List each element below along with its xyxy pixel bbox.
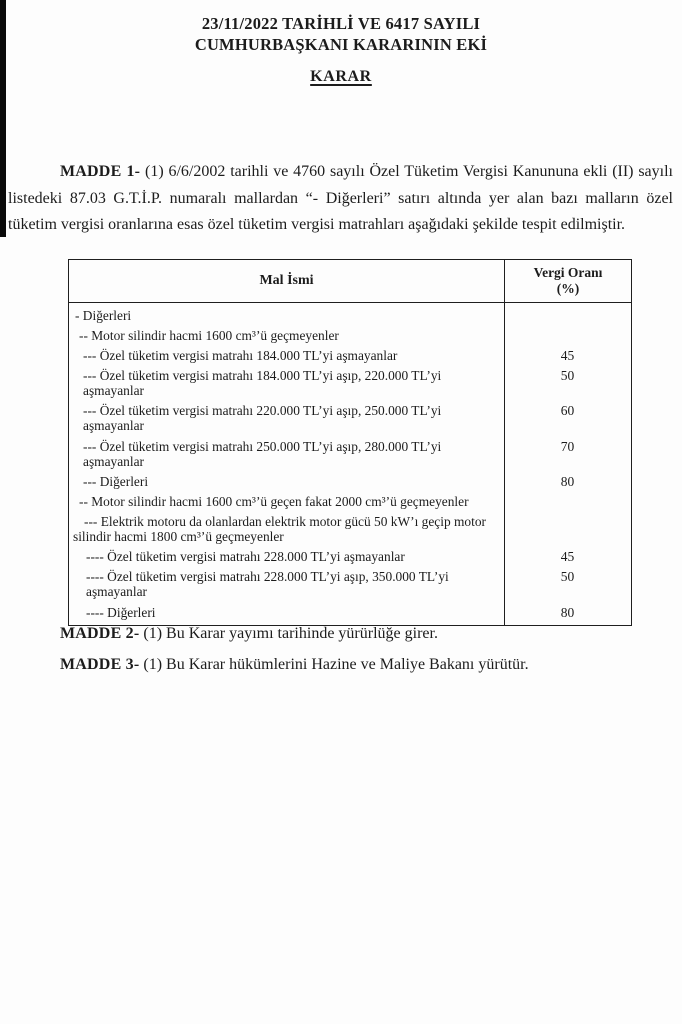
table-row — [69, 366, 631, 401]
table-row — [69, 325, 631, 345]
row-mal-ismi: ---- Özel tüketim vergisi matrahı 228.000 TL’yi aşmayanlar — [86, 549, 405, 565]
article-2-text: (1) Bu Karar yayımı tarihinde yürürlüğe girer. — [139, 625, 438, 642]
table-row — [69, 345, 631, 365]
column-header-vergi-orani: Vergi Oranı (%) — [504, 260, 631, 302]
table-row — [69, 436, 631, 471]
row-mal-ismi: --- Özel tüketim vergisi matrahı 184.000 TL’yi aşmayanlar — [83, 347, 398, 363]
article-1-label: MADDE 1- — [60, 163, 141, 180]
table-row — [69, 567, 631, 602]
table-row — [69, 471, 631, 491]
table-row — [69, 602, 631, 622]
row-mal-ismi: --- Özel tüketim vergisi matrahı 250.000 TL’yi aşıp, 280.000 TL’yi aşmayanlar — [83, 438, 442, 469]
article-1-text: (1) 6/6/2002 tarihli ve 4760 sayılı Özel Tüketim Vergisi Kanununa ekli (II) sayılı listedeki 87.03 G.T.İ.P. numaralı mallardan “- Diğerleri” satırı altında yer alan bazı malların özel tüketim vergisi oranlarına esas özel tüketim vergisi matrahları aşağıdaki şekilde tespit edilmiştir. — [8, 163, 673, 233]
table-row — [69, 491, 631, 511]
article-3-label: MADDE 3- — [60, 656, 140, 673]
article-3 — [8, 654, 673, 676]
row-vergi-orani: 50 — [560, 368, 575, 384]
row-vergi-orani — [504, 512, 631, 547]
row-vergi-orani — [504, 325, 631, 345]
table-row — [69, 305, 631, 325]
row-mal-ismi: ---- Özel tüketim vergisi matrahı 228.000 TL’yi aşıp, 350.000 TL’yi aşmayanlar — [86, 569, 449, 600]
tax-rate-table — [68, 259, 632, 626]
row-mal-ismi: -- Motor silindir hacmi 1600 cm³’ü geçmeyenler — [79, 327, 339, 343]
document-title-line1: 23/11/2022 TARİHLİ VE 6417 SAYILI — [201, 14, 481, 33]
row-mal-ismi: --- Elektrik motoru da olanlardan elektrik motor gücü 50 kW’ı geçip motor silindir hacmi 1800 cm³’ü geçmeyenler — [73, 514, 486, 545]
row-mal-ismi: --- Özel tüketim vergisi matrahı 220.000 TL’yi aşıp, 250.000 TL’yi aşmayanlar — [83, 403, 442, 434]
article-1 — [8, 159, 673, 239]
row-mal-ismi: --- Diğerleri — [83, 473, 149, 489]
column-header-mal-ismi: Mal İsmi — [259, 273, 314, 288]
article-2 — [8, 623, 673, 645]
column-divider — [504, 303, 505, 625]
article-3-text: (1) Bu Karar hükümlerini Hazine ve Maliye Bakanı yürütür. — [139, 656, 529, 673]
row-vergi-orani: 45 — [560, 549, 575, 565]
row-mal-ismi: - Diğerleri — [75, 307, 132, 323]
document-title — [0, 13, 682, 55]
row-vergi-orani: 50 — [560, 569, 575, 585]
row-vergi-orani — [504, 491, 631, 511]
table-header-row — [69, 260, 631, 303]
row-vergi-orani: 45 — [560, 347, 575, 363]
document-title-line2: CUMHURBAŞKANI KARARININ EKİ — [194, 35, 488, 54]
table-row — [69, 401, 631, 436]
table-body — [69, 303, 631, 625]
row-vergi-orani: 70 — [560, 438, 575, 454]
article-2-label: MADDE 2- — [60, 625, 140, 642]
row-mal-ismi: --- Özel tüketim vergisi matrahı 184.000 TL’yi aşıp, 220.000 TL’yi aşmayanlar — [83, 368, 442, 399]
row-vergi-orani: 80 — [560, 473, 575, 489]
table-row — [69, 547, 631, 567]
row-vergi-orani: 60 — [560, 403, 575, 419]
row-mal-ismi: -- Motor silindir hacmi 1600 cm³’ü geçen fakat 2000 cm³’ü geçmeyenler — [79, 493, 469, 509]
decision-heading: KARAR — [310, 68, 372, 85]
row-mal-ismi: ---- Diğerleri — [86, 604, 156, 620]
table-row — [69, 512, 631, 547]
row-vergi-orani — [504, 305, 631, 325]
row-vergi-orani: 80 — [560, 604, 575, 620]
